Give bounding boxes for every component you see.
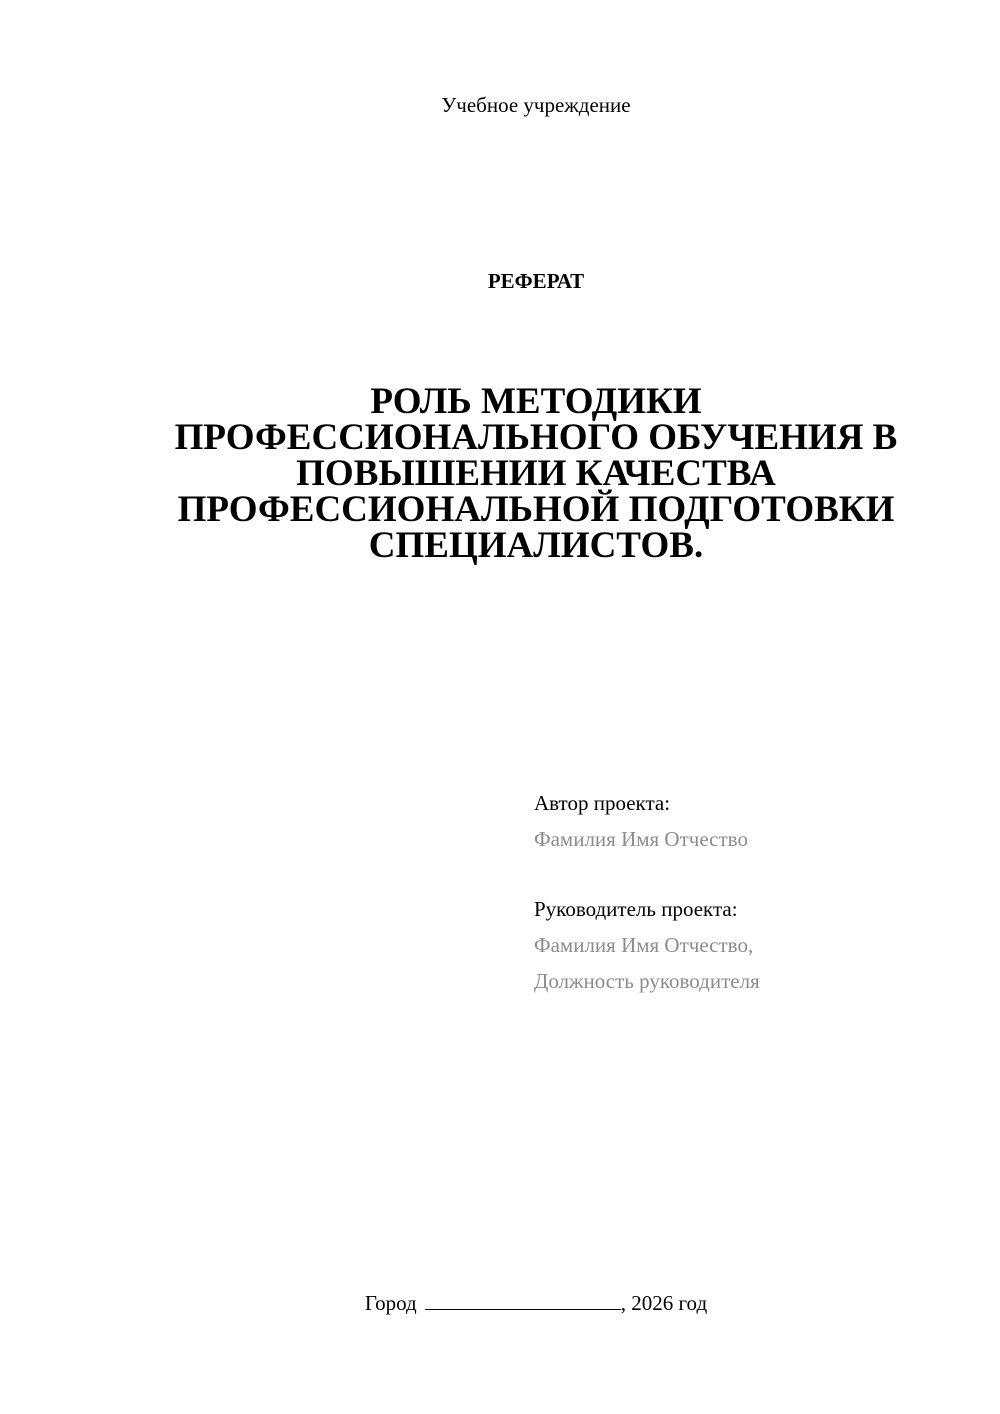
footer-city-year xyxy=(0,1288,1000,1318)
author-label: Автор проекта: xyxy=(534,791,671,815)
title-line: СПЕЦИАЛИСТОВ. xyxy=(368,525,704,566)
document-title xyxy=(130,381,942,566)
author-name: Фамилия Имя Отчество xyxy=(534,827,748,851)
document-type: РЕФЕРАТ xyxy=(487,269,585,293)
supervisor-label: Руководитель проекта: xyxy=(534,897,738,921)
supervisor-name: Фамилия Имя Отчество, xyxy=(534,933,754,957)
supervisor-position: Должность руководителя xyxy=(534,969,760,993)
year-text: , 2026 год xyxy=(620,1291,708,1315)
author-block xyxy=(534,785,748,857)
institution-name: Учебное учреждение xyxy=(441,93,631,117)
title-line: ПРОФЕССИОНАЛЬНОЙ ПОДГОТОВКИ xyxy=(177,489,895,530)
title-line: РОЛЬ МЕТОДИКИ xyxy=(370,381,702,422)
title-line: ПОВЫШЕНИИ КАЧЕСТВА xyxy=(296,453,776,494)
city-blank-line xyxy=(425,1289,621,1310)
city-label: Город xyxy=(364,1291,417,1315)
title-line: ПРОФЕССИОНАЛЬНОГО ОБУЧЕНИЯ В xyxy=(174,417,898,458)
supervisor-block xyxy=(534,891,760,999)
